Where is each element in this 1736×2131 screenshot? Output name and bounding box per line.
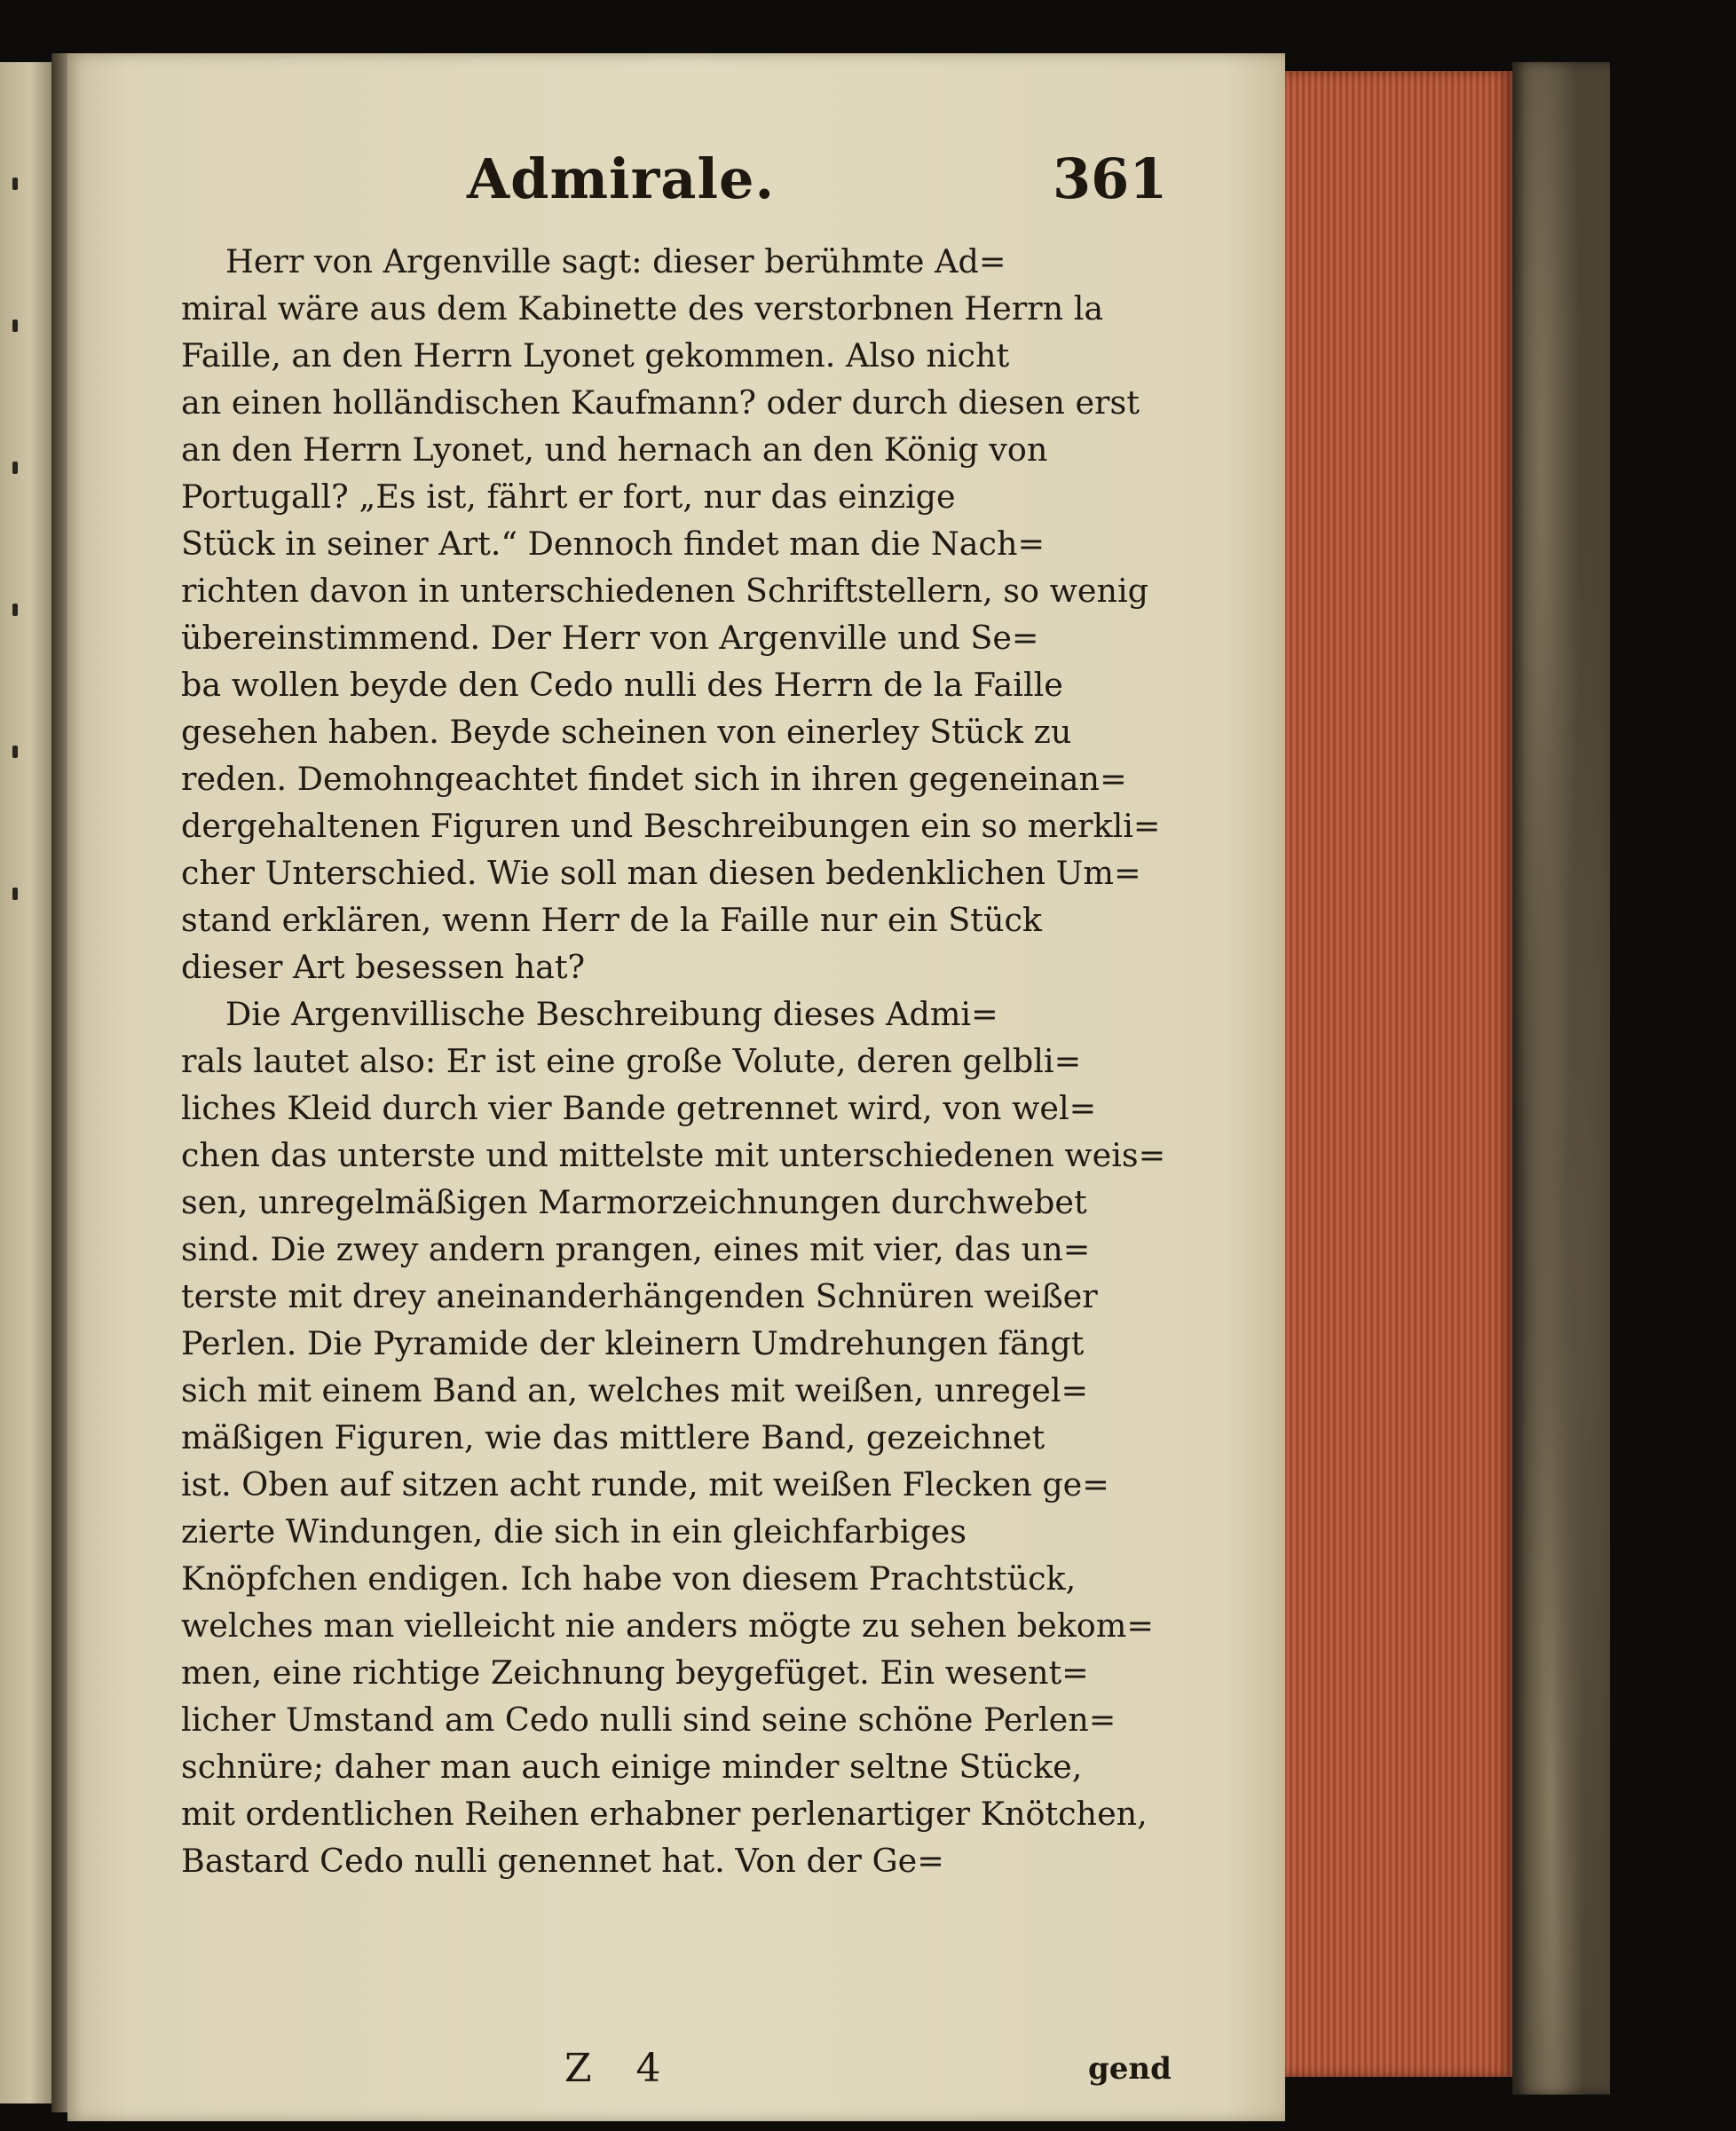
book-page xyxy=(67,53,1285,2121)
text-line: welches man vielleicht nie anders mögte zu sehen bekom= xyxy=(181,1606,1154,1645)
page-header xyxy=(67,146,1285,226)
text-line: sen, unregelmäßigen Marmorzeichnungen durchwebet xyxy=(181,1183,1087,1221)
text-line: übereinstimmend. Der Herr von Argenville und Se= xyxy=(181,619,1039,657)
text-line: Knöpfchen endigen. Ich habe von diesem Prachtstück, xyxy=(181,1559,1077,1598)
page-block-edge xyxy=(1285,71,1514,2077)
page-footer xyxy=(67,2046,1285,2099)
facing-page-mark xyxy=(12,462,18,474)
text-line: zierte Windungen, die sich in ein gleichfarbiges xyxy=(181,1512,967,1551)
text-line: mäßigen Figuren, wie das mittlere Band, gezeichnet xyxy=(181,1418,1046,1456)
text-line: richten davon in unterschiedenen Schriftstellern, so wenig xyxy=(181,572,1148,610)
facing-page-mark xyxy=(12,320,18,332)
text-line: Bastard Cedo nulli genennet hat. Von der Ge= xyxy=(181,1842,944,1880)
facing-page-edge xyxy=(0,62,55,2103)
facing-page-mark xyxy=(12,178,18,190)
text-line: dergehaltenen Figuren und Beschreibungen ein so merkli= xyxy=(181,807,1161,845)
text-line: dieser Art besessen hat? xyxy=(181,948,586,986)
text-line: sind. Die zwey andern prangen, eines mit vier, das un= xyxy=(181,1230,1091,1268)
text-line: ba wollen beyde den Cedo nulli des Herrn de la Faille xyxy=(181,666,1063,704)
signature-mark: Z 4 xyxy=(564,2046,677,2091)
text-line: liches Kleid durch vier Bande getrennet wird, von wel= xyxy=(181,1089,1097,1127)
text-line: schnüre; daher man auch einige minder seltne Stücke, xyxy=(181,1748,1083,1786)
text-line: an den Herrn Lyonet, und hernach an den König von xyxy=(181,430,1048,469)
facing-page-mark xyxy=(12,888,18,900)
text-line: miral wäre aus dem Kabinette des verstorbnen Herrn la xyxy=(181,289,1104,328)
text-line: mit ordentlichen Reihen erhabner perlenartiger Knötchen, xyxy=(181,1795,1148,1833)
body-text xyxy=(181,238,1175,1884)
text-line: gesehen haben. Beyde scheinen von einerley Stück zu xyxy=(181,713,1072,751)
book-cover xyxy=(1512,62,1610,2095)
text-line: terste mit drey aneinanderhängenden Schnüren weißer xyxy=(181,1277,1098,1315)
text-line: rals lautet also: Er ist eine große Volute, deren gelbli= xyxy=(181,1042,1082,1080)
text-line: sich mit einem Band an, welches mit weißen, unregel= xyxy=(181,1371,1089,1409)
text-line: licher Umstand am Cedo nulli sind seine schöne Perlen= xyxy=(181,1701,1117,1739)
text-line: Stück in seiner Art.“ Dennoch findet man die Nach= xyxy=(181,525,1046,563)
text-line: Faille, an den Herrn Lyonet gekommen. Also nicht xyxy=(181,336,1010,375)
text-line: reden. Demohngeachtet findet sich in ihren gegeneinan= xyxy=(181,760,1127,798)
text-line: Perlen. Die Pyramide der kleinern Umdrehungen fängt xyxy=(181,1324,1085,1362)
facing-page-mark xyxy=(12,604,18,616)
text-line: stand erklären, wenn Herr de la Faille nur ein Stück xyxy=(181,901,1043,939)
text-line: Portugall? „Es ist, fährt er fort, nur das einzige xyxy=(181,478,956,516)
text-line: ist. Oben auf sitzen acht runde, mit weißen Flecken ge= xyxy=(181,1465,1109,1504)
page-number: 361 xyxy=(1053,146,1168,211)
text-line: cher Unterschied. Wie soll man diesen bedenklichen Um= xyxy=(181,854,1141,892)
text-line: Die Argenvillische Beschreibung dieses Admi= xyxy=(225,995,998,1033)
facing-page-mark xyxy=(12,746,18,758)
catchword: gend xyxy=(1088,2051,1172,2087)
text-line: men, eine richtige Zeichnung beygefüget. Ein wesent= xyxy=(181,1653,1089,1692)
text-line: an einen holländischen Kaufmann? oder durch diesen erst xyxy=(181,383,1140,422)
text-line: Herr von Argenville sagt: dieser berühmte Ad= xyxy=(225,242,1006,280)
text-line: chen das unterste und mittelste mit unterschiedenen weis= xyxy=(181,1136,1166,1174)
running-head: Admirale. xyxy=(467,146,776,211)
